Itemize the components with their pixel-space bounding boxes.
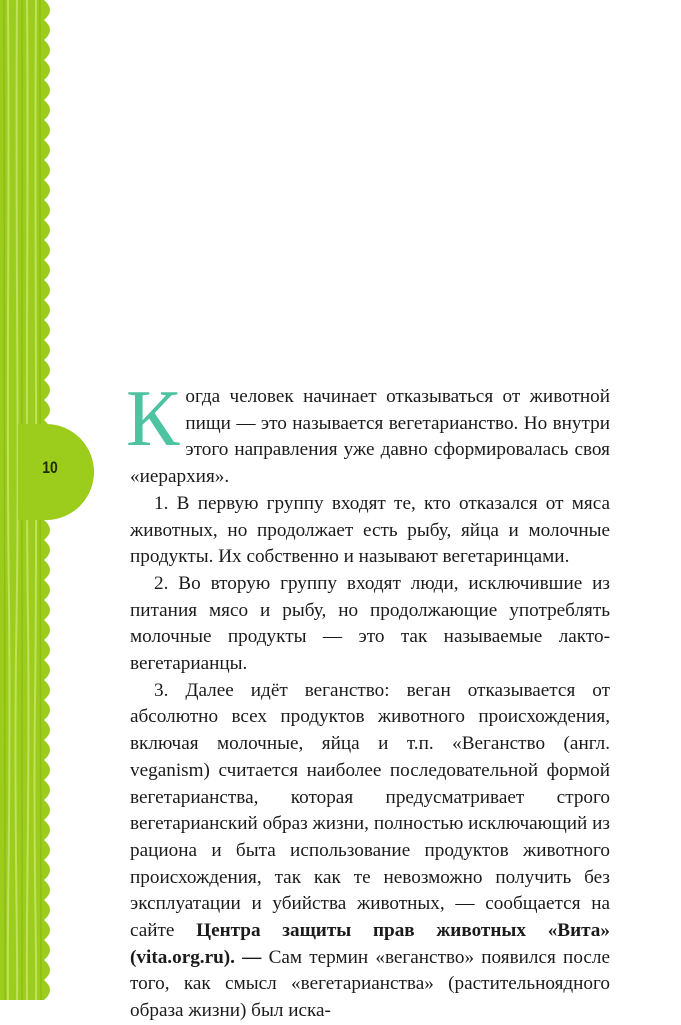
paragraph-group-2: 2. Во вторую группу входят люди, исключившие из питания мясо и рыбу, но продолжающие употреблять молочные продукты — это так называемые лакто-вегетарианцы. [130,572,610,675]
source-reference: Центра защиты прав животных «Вита» (vita.org.ru). — [130,920,610,968]
drop-cap: К [126,375,180,463]
article-body [126,375,611,1025]
page-number: 10 [42,458,58,477]
paragraph-group-3 [130,678,610,1025]
paragraph-group-1: 1. В первую группу входят те, кто отказался от мяса животных, но продолжает есть рыбу, яйца и молочные продукты. Их собственно и называют вегетаринцами. [130,492,610,568]
paragraph-group-3-continuation: Сам термин «веганство» появился после того, как смысл «вегетарианства» (растительноядного образа жизни) был иска- [130,946,611,1022]
paragraph-intro-text: огда человек начинает отказываться от животной пищи — это называется вегетарианство. Но внутри этого направления уже давно сформировалась своя «иерархия». [130,386,610,488]
paragraph-group-3-text: 3. Далее идёт веганство: веган отказывается от абсолютно всех продуктов животного происхождения, включая молочные, яйца и т.п. «Веганство (англ. veganism) считается наиболее последовательной формой вегетарианства, которая предусматривает строго вегетарианский образ жизни, полностью исключающий из рациона и быта использование продуктов животного происхождения, так как те невозможно получить без эксплуатации и убийства животных, — сообщается на сайте [130,679,610,942]
paragraph-intro [126,375,610,491]
